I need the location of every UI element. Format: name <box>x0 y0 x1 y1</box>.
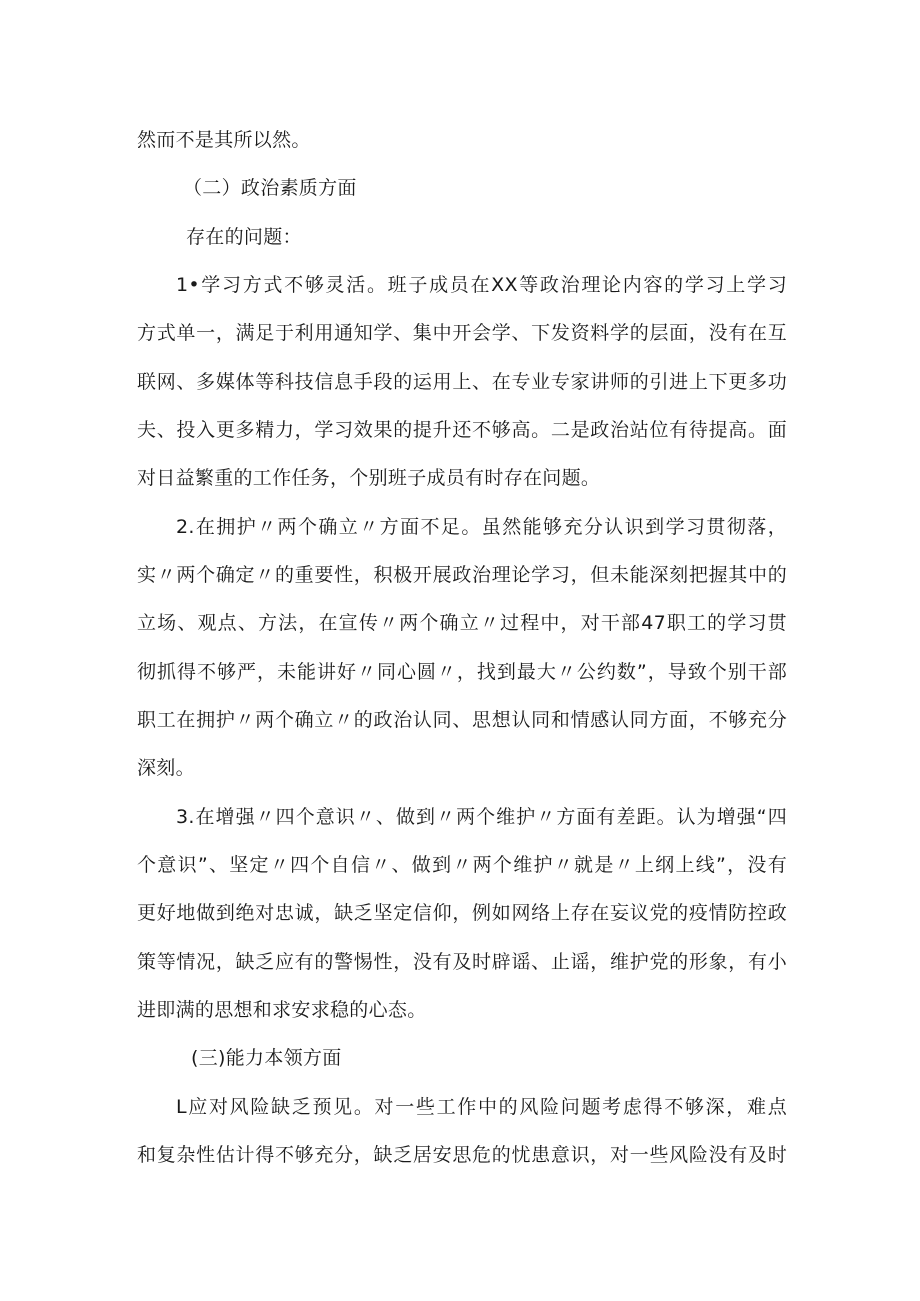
section-heading-political-quality: （二）政治素质方面 <box>183 177 357 199</box>
paragraph-3-line: 个意识”、坚定〃四个自信〃、做到〃两个维护〃就是〃上纲上线”，没有 <box>137 854 787 876</box>
paragraph-2-line: 深刻。 <box>137 757 195 779</box>
paragraph-3-line: 更好地做到绝对忠诚，缺乏坚定信仰，例如网络上存在妄议党的疫情防控政 <box>137 902 787 924</box>
paragraph-2-line: 实〃两个确定〃的重要性，积极开展政治理论学习，但未能深刻把握其中的 <box>137 564 787 586</box>
paragraph-1-line: 方式单一，满足于利用通知学、集中开会学、下发资料学的层面，没有在互 <box>137 322 787 344</box>
paragraph-1-line: 夫、投入更多精力，学习效果的提升还不够高。二是政治站位有待提高。面 <box>137 419 787 441</box>
paragraph-2-line: 2.在拥护〃两个确立〃方面不足。虽然能够充分认识到学习贯彻落， <box>176 516 787 538</box>
paragraph-3-line: 策等情况，缺乏应有的警惕性，没有及时辟谣、止谣，维护党的形象，有小 <box>137 951 787 973</box>
paragraph-4-line: L应对风险缺乏预见。对一些工作中的风险问题考虑得不够深，难点 <box>176 1096 787 1118</box>
paragraph-3-line: 3.在增强〃四个意识〃、做到〃两个维护〃方面有差距。认为增强“四 <box>176 806 787 828</box>
paragraph-3-line: 进即满的思想和求安求稳的心态。 <box>137 999 427 1021</box>
text-line: 然而不是其所以然。 <box>137 129 311 151</box>
paragraph-4-line: 和复杂性估计得不够充分，缺乏居安思危的忧患意识，对一些风险没有及时 <box>137 1144 787 1166</box>
paragraph-1-line: 对日益繁重的工作任务，个别班子成员有时存在问题。 <box>137 467 601 489</box>
paragraph-1-line: 1•学习方式不够灵活。班子成员在XX等政治理论内容的学习上学习 <box>176 274 787 296</box>
paragraph-2-line: 彻抓得不够严，未能讲好〃同心圆〃，找到最大〃公约数”，导致个别干部 <box>137 661 787 683</box>
section-heading-capability: (三)能力本领方面 <box>191 1047 342 1069</box>
subheading-existing-problems: 存在的问题： <box>186 226 302 248</box>
paragraph-1-line: 联网、多媒体等科技信息手段的运用上、在专业专家讲师的引进上下更多功 <box>137 371 787 393</box>
paragraph-2-line: 立场、观点、方法，在宣传〃两个确立〃过程中，对干部47职工的学习贯 <box>137 612 787 634</box>
paragraph-2-line: 职工在拥护〃两个确立〃的政治认同、思想认同和情感认同方面，不够充分 <box>137 709 787 731</box>
